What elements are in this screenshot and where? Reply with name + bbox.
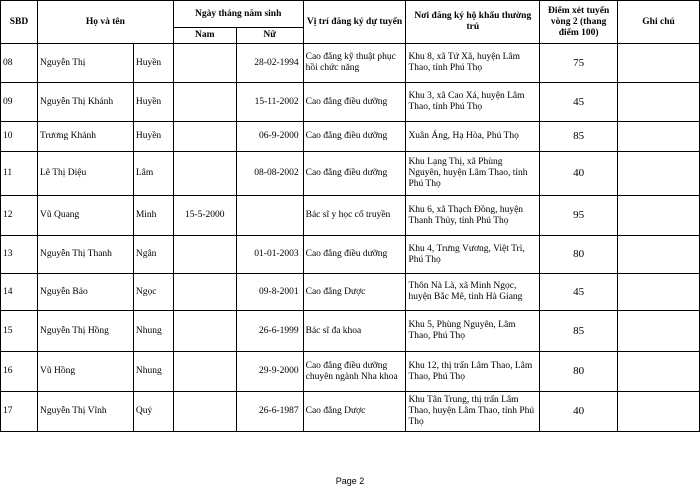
table-row	[1, 122, 700, 152]
cell-hokhau: Khu Lạng Thị, xã Phùng Nguyên, huyện Lâm Thao, tỉnh Phú Thọ	[406, 152, 540, 196]
cell-ghichu	[618, 274, 700, 311]
table-row	[1, 196, 700, 236]
cell-nu: 26-6-1999	[236, 311, 303, 352]
col-female-header: Nữ	[236, 28, 303, 44]
cell-nu	[236, 196, 303, 236]
cell-diem: 45	[540, 83, 618, 122]
cell-ho: Nguyễn Thị Khánh	[37, 83, 133, 122]
cell-vitri: Cao đẳng điều dưỡng	[303, 122, 406, 152]
col-sbd-header: SBD	[1, 1, 38, 44]
cell-sbd: 08	[1, 44, 38, 83]
cell-nam: 15-5-2000	[173, 196, 236, 236]
cell-nu: 15-11-2002	[236, 83, 303, 122]
cell-hokhau: Khu 8, xã Tứ Xã, huyện Lâm Thao, tỉnh Phú Thọ	[406, 44, 540, 83]
cell-sbd: 12	[1, 196, 38, 236]
cell-sbd: 16	[1, 352, 38, 392]
cell-nu: 26-6-1987	[236, 392, 303, 432]
cell-nam	[173, 83, 236, 122]
cell-nam	[173, 44, 236, 83]
cell-ghichu	[618, 352, 700, 392]
col-score-header: Điểm xét tuyển vòng 2 (thang điểm 100)	[540, 1, 618, 44]
cell-sbd: 10	[1, 122, 38, 152]
cell-diem: 80	[540, 352, 618, 392]
cell-nu: 29-9-2000	[236, 352, 303, 392]
col-position-header: Vị trí đăng ký dự tuyển	[303, 1, 406, 44]
cell-diem: 85	[540, 122, 618, 152]
cell-vitri: Cao đẳng Dược	[303, 274, 406, 311]
table-row	[1, 152, 700, 196]
cell-ghichu	[618, 122, 700, 152]
cell-nu: 09-8-2001	[236, 274, 303, 311]
cell-diem: 85	[540, 311, 618, 352]
cell-hokhau: Khu 3, xã Cao Xá, huyện Lâm Thao, tỉnh Phú Thọ	[406, 83, 540, 122]
cell-nu: 08-08-2002	[236, 152, 303, 196]
cell-ho: Nguyễn Thị Thanh	[37, 236, 133, 274]
cell-diem: 95	[540, 196, 618, 236]
cell-vitri: Cao đẳng điều dưỡng	[303, 236, 406, 274]
cell-ten: Ngọc	[133, 274, 173, 311]
col-male-header: Nam	[173, 28, 236, 44]
cell-vitri: Bác sĩ đa khoa	[303, 311, 406, 352]
cell-sbd: 14	[1, 274, 38, 311]
cell-diem: 75	[540, 44, 618, 83]
cell-ho: Nguyễn Thị	[37, 44, 133, 83]
cell-ho: Lê Thị Diệu	[37, 152, 133, 196]
cell-ghichu	[618, 311, 700, 352]
cell-diem: 45	[540, 274, 618, 311]
table-row	[1, 44, 700, 83]
col-name-header: Họ và tên	[37, 1, 173, 44]
cell-ten: Ngân	[133, 236, 173, 274]
cell-ten: Huyền	[133, 44, 173, 83]
cell-nu: 06-9-2000	[236, 122, 303, 152]
cell-ten: Minh	[133, 196, 173, 236]
table-row	[1, 236, 700, 274]
cell-ten: Nhung	[133, 352, 173, 392]
cell-ghichu	[618, 392, 700, 432]
cell-ten: Nhung	[133, 311, 173, 352]
cell-sbd: 17	[1, 392, 38, 432]
cell-ho: Nguyễn Thị Hồng	[37, 311, 133, 352]
cell-nam	[173, 392, 236, 432]
cell-ten: Huyền	[133, 122, 173, 152]
cell-nu: 01-01-2003	[236, 236, 303, 274]
table-row	[1, 83, 700, 122]
cell-nu: 28-02-1994	[236, 44, 303, 83]
cell-ghichu	[618, 236, 700, 274]
cell-sbd: 13	[1, 236, 38, 274]
header-row	[1, 1, 700, 28]
cell-diem: 80	[540, 236, 618, 274]
cell-vitri: Bác sĩ y học cổ truyền	[303, 196, 406, 236]
cell-sbd: 15	[1, 311, 38, 352]
cell-ho: Trương Khánh	[37, 122, 133, 152]
cell-hokhau: Khu Tân Trung, thị trấn Lâm Thao, huyện Lâm Thao, tỉnh Phú Thọ	[406, 392, 540, 432]
col-note-header: Ghi chú	[618, 1, 700, 44]
cell-ghichu	[618, 44, 700, 83]
cell-ten: Lâm	[133, 152, 173, 196]
cell-diem: 40	[540, 392, 618, 432]
cell-ho: Nguyễn Bảo	[37, 274, 133, 311]
table-row	[1, 274, 700, 311]
page-number: Page 2	[335, 476, 365, 486]
cell-sbd: 09	[1, 83, 38, 122]
cell-vitri: Cao đẳng điều dưỡng	[303, 83, 406, 122]
cell-nam	[173, 311, 236, 352]
cell-nam	[173, 236, 236, 274]
cell-nam	[173, 274, 236, 311]
cell-ghichu	[618, 83, 700, 122]
table-row	[1, 352, 700, 392]
cell-nam	[173, 152, 236, 196]
cell-vitri: Cao đẳng Dược	[303, 392, 406, 432]
table-row	[1, 392, 700, 432]
cell-ho: Vũ Hồng	[37, 352, 133, 392]
cell-diem: 40	[540, 152, 618, 196]
cell-ho: Vũ Quang	[37, 196, 133, 236]
cell-hokhau: Thôn Nà Là, xã Minh Ngọc, huyện Bắc Mê, tỉnh Hà Giang	[406, 274, 540, 311]
col-residence-header: Nơi đăng ký hộ khẩu thường trú	[406, 1, 540, 44]
cell-sbd: 11	[1, 152, 38, 196]
cell-ten: Quý	[133, 392, 173, 432]
cell-hokhau: Khu 4, Trưng Vương, Việt Trì, Phú Thọ	[406, 236, 540, 274]
cell-vitri: Cao đẳng điều dưỡng chuyên ngành Nha khoa	[303, 352, 406, 392]
cell-nam	[173, 122, 236, 152]
cell-vitri: Cao đẳng kỹ thuật phục hồi chức năng	[303, 44, 406, 83]
cell-ho: Nguyễn Thị Vĩnh	[37, 392, 133, 432]
cell-hokhau: Khu 6, xã Thạch Đồng, huyện Thanh Thủy, tỉnh Phú Thọ	[406, 196, 540, 236]
cell-nam	[173, 352, 236, 392]
cell-ghichu	[618, 196, 700, 236]
cell-ten: Huyền	[133, 83, 173, 122]
col-dob-header: Ngày tháng năm sinh	[173, 1, 303, 28]
cell-hokhau: Khu 12, thị trấn Lâm Thao, Lâm Thao, Phú Thọ	[406, 352, 540, 392]
table-row	[1, 311, 700, 352]
cell-hokhau: Xuân Áng, Hạ Hòa, Phú Thọ	[406, 122, 540, 152]
cell-vitri: Cao đẳng điều dưỡng	[303, 152, 406, 196]
cell-hokhau: Khu 5, Phùng Nguyên, Lâm Thao, Phú Thọ	[406, 311, 540, 352]
cell-ghichu	[618, 152, 700, 196]
